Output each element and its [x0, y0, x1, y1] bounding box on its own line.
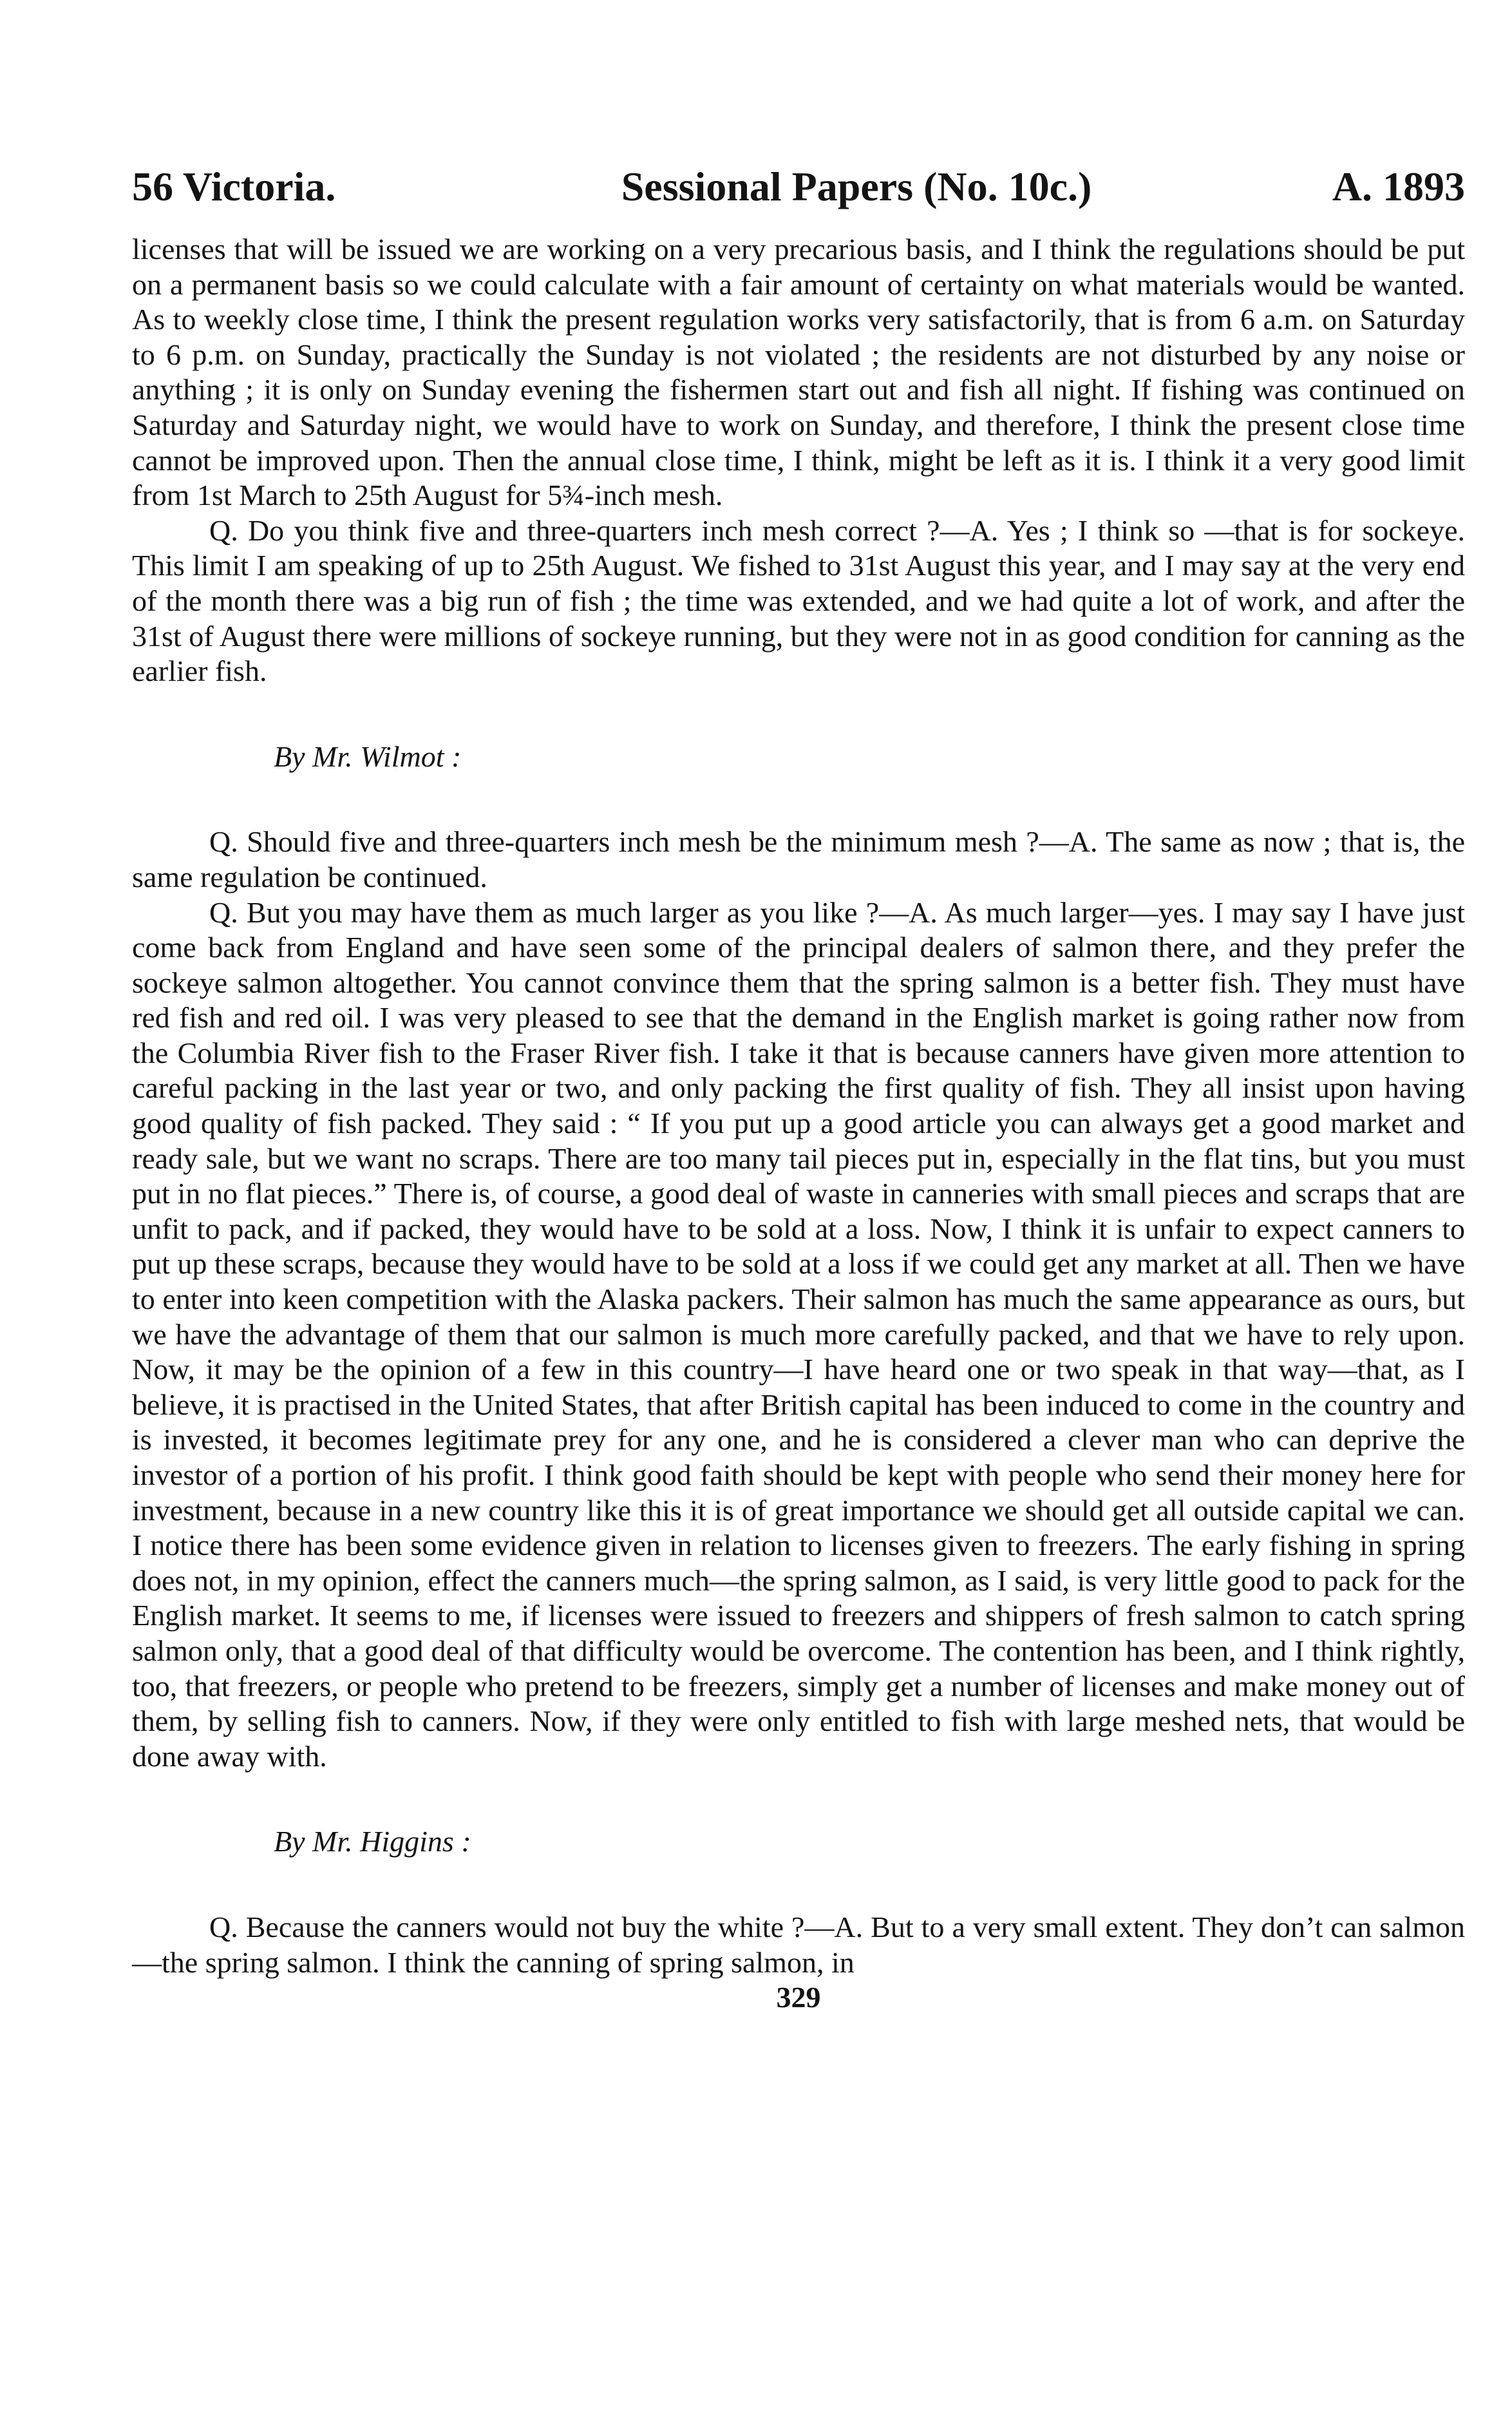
speaker-heading: By Mr. Wilmot :: [274, 739, 462, 773]
paragraph-question: Q. Should five and three-quarters inch mesh be the minimum mesh ?—A. The same as now ; that is, the same regulation be continued.: [132, 825, 1465, 893]
page-number: 329: [776, 1981, 821, 2014]
paragraph-question: Q. Because the canners would not buy the white ?—A. But to a very small extent. They don’t can salmon—the spring salmon. I think the canning of spring salmon, in: [132, 1910, 1465, 1979]
running-header: [132, 161, 1465, 213]
header-volume: 56 Victoria.: [132, 164, 336, 209]
paragraph-question: Q. Do you think five and three-quarters inch mesh correct ?—A. Yes ; I think so —that is for sockeye. This limit I am speaking of up to 25th August. We fished to 31st August this year, and I may say at the very end of the month there was a big run of fish ; the time was extended, and we had quite a lot of work, and after the 31st of August there were millions of sockeye running, but they were not in as good condition for canning as the earlier fish.: [132, 513, 1465, 688]
paragraph-question: Q. But you may have them as much larger as you like ?—A. As much larger—yes. I may say I have just come back from England and have seen some of the principal dealers of salmon there, and they prefer the sockeye salmon altogether. You cannot convince them that the spring salmon is a better fish. They must have red fish and red oil. I was very pleased to see that the demand in the English market is going rather now from the Columbia River fish to the Fraser River fish. I take it that is because canners have given more attention to careful packing in the last year or two, and only packing the first quality of fish. They all insist upon having good quality of fish packed. They said : “ If you put up a good article you can always get a good market and ready sale, but we want no scraps. There are too many tail pieces put in, especially in the flat tins, but you must put in no flat pieces.” There is, of course, a good deal of waste in canneries with small pieces and scraps that are unfit to pack, and if packed, they would have to be sold at a loss. Now, I think it is unfair to expect canners to put up these scraps, because they would have to be sold at a loss if we could get any market at all. Then we have to enter into keen competition with the Alaska packers. Their salmon has much the same appearance as ours, but we have the advantage of them that our salmon is much more carefully packed, and that we have to rely upon. Now, it may be the opinion of a few in this country—I have heard one or two speak in that way—that, as I believe, it is practised in the United States, that after British capital has been induced to come in the country and is invested, it becomes legitimate prey for any one, and he is considered a clever man who can deprive the investor of a portion of his profit. I think good faith should be kept with people who send their money here for investment, because in a new country like this it is of great importance we should get all outside capital we can. I notice there has been some evidence given in relation to licenses given to freezers. The early fishing in spring does not, in my opinion, effect the canners much—the spring salmon, as I said, is very little good to pack for the English market. It seems to me, if licenses were issued to freezers and shippers of fresh salmon to catch spring salmon only, that a good deal of that difficulty would be overcome. The contention has been, and I think rightly, too, that freezers, or people who pretend to be freezers, simply get a number of licenses and make money out of them, by selling fish to canners. Now, if they were only entitled to fish with large meshed nets, that would be done away with.: [132, 895, 1465, 1773]
document-body: [132, 232, 1465, 1980]
document-page: [132, 161, 1465, 2015]
header-year: A. 1893: [1332, 164, 1465, 209]
paragraph-continued: licenses that will be issued we are working on a very precarious basis, and I think the regulations should be put on a permanent basis so we could calculate with a fair amount of certainty on what materials would be wanted. As to weekly close time, I think the present regulation works very satisfactorily, that is from 6 a.m. on Saturday to 6 p.m. on Sunday, practically the Sunday is not violated ; the residents are not disturbed by any noise or anything ; it is only on Sunday evening the fishermen start out and fish all night. If fishing was continued on Saturday and Saturday night, we would have to work on Sunday, and therefore, I think the present close time cannot be improved upon. Then the annual close time, I think, might be left as it is. I think it a very good limit from 1st March to 25th August for 5¾-inch mesh.: [132, 233, 1465, 512]
speaker-heading: By Mr. Higgins :: [274, 1825, 471, 1858]
header-title: Sessional Papers (No. 10c.): [621, 164, 1092, 209]
